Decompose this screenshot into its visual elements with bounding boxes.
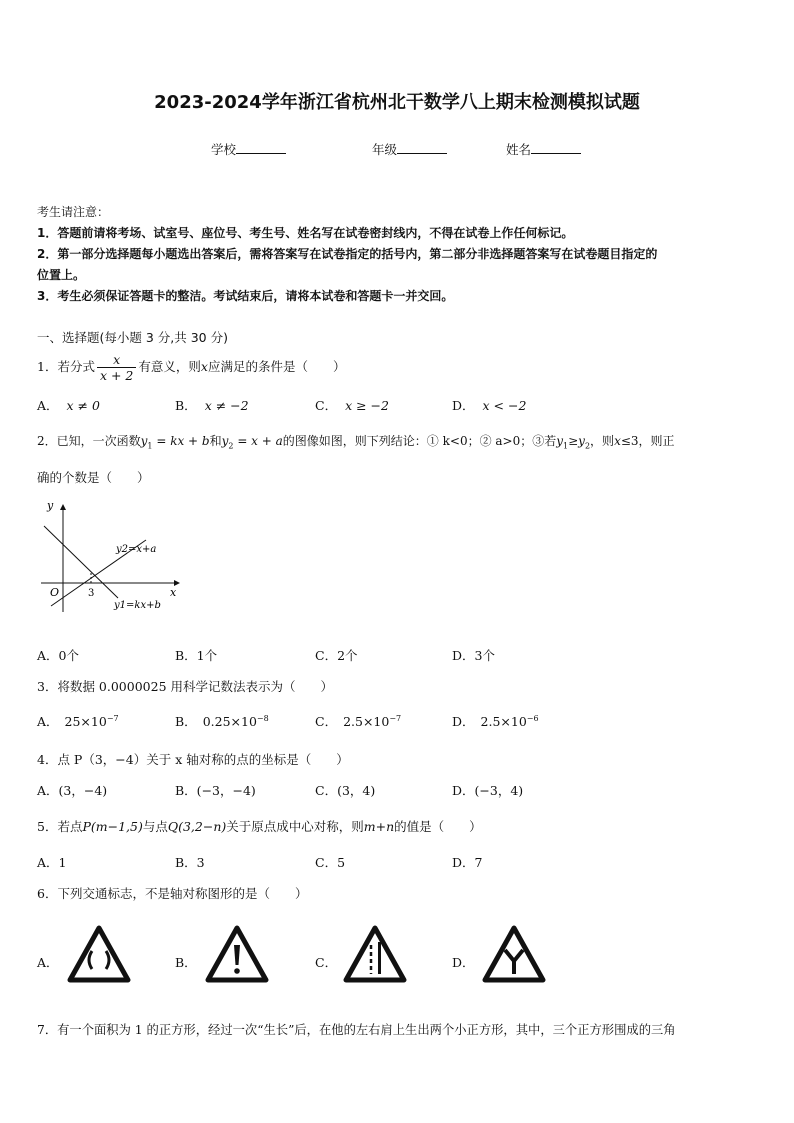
question-6: 6．下列交通标志，不是轴对称图形的是（ ） [37, 886, 308, 901]
question-3-options [37, 712, 737, 732]
function-graph [36, 500, 186, 615]
section-heading: 一、选择题(每小题 3 分,共 30 分) [37, 330, 228, 345]
question-3: 3．将数据 0.0000025 用科学记数法表示为（ ） [37, 679, 333, 694]
tick-label-3: 3 [88, 588, 95, 599]
school-label: 学校 [211, 142, 237, 157]
question-5-options [37, 853, 737, 873]
y-axis-label: y [47, 500, 54, 512]
option-a[interactable]: A．0个 [37, 648, 79, 663]
option-a[interactable]: A． $25\times 10^{-7}$ [37, 713, 119, 729]
option-b[interactable]: B． x ≠ −2 [175, 398, 249, 413]
option-b[interactable]: B．1个 [175, 648, 218, 663]
grade-label: 年级 [372, 142, 398, 157]
option-a[interactable]: A．(3，−4) [37, 783, 108, 798]
option-c[interactable]: C．2个 [315, 648, 358, 663]
note-item: 2．第一部分选择题每小题选出答案后，需将答案写在试卷指定的括号内，第二部分非选择题答案写在试卷题目指定的 [37, 247, 658, 261]
option-a[interactable]: A． x ≠ 0 [37, 398, 100, 413]
option-a[interactable]: A．1 [37, 855, 67, 870]
question-2-line-2: 确的个数是（ ） [37, 470, 150, 485]
note-item: 位置上。 [37, 268, 86, 282]
option-c[interactable]: C．5 [315, 855, 346, 870]
exclamation-sign-icon [205, 925, 269, 983]
origin-label: O [50, 586, 60, 599]
exam-notes [37, 202, 762, 307]
option-d[interactable]: D．7 [452, 855, 483, 870]
side-lane-sign-icon [343, 925, 407, 983]
y-junction-sign-icon [482, 925, 546, 983]
x-axis-label: x [170, 586, 177, 599]
option-b[interactable]: B．3 [175, 855, 205, 870]
option-b[interactable]: B．(−3，−4) [175, 783, 256, 798]
note-item: 1．答题前请将考场、试室号、座位号、考生号、姓名写在试卷密封线内，不得在试卷上作任何标记。 [37, 226, 574, 240]
question-7: 7．有一个面积为 1 的正方形，经过一次“生长”后，在他的左右肩上生出两个小正方形，其中，三个正方形围成的三角 [37, 1023, 676, 1037]
option-d[interactable]: D． x < −2 [452, 398, 527, 413]
question-6-options: A． B． C． D． [37, 925, 757, 995]
question-5: 5．若点P(m−1,5)与点Q(3,2−n)关于原点成中心对称，则m+n的值是（ ） [37, 819, 482, 834]
question-2: 2．已知，一次函数$y_1$ = kx + b和$y_2 = x + a$的图像如图，则下列结论：① k<0；② a>0；③若$y_1\ge y_2$，则x≤3，则正 [37, 434, 675, 451]
note-item: 3．考生必须保证答题卡的整洁。考试结束后，请将本试卷和答题卡一并交回。 [37, 289, 454, 303]
y-axis-arrow [60, 504, 66, 510]
label-y1: y1=kx+b [114, 600, 161, 611]
option-c[interactable]: C． $2.5\times 10^{-7}$ [315, 713, 402, 729]
option-c[interactable]: C． x ≥ −2 [315, 398, 389, 413]
question-2-options [37, 646, 737, 666]
name-label: 姓名 [506, 142, 532, 157]
option-d[interactable]: D． $2.5\times 10^{-6}$ [452, 713, 539, 729]
question-4-options [37, 781, 737, 801]
notes-heading: 考生请注意： [37, 205, 110, 219]
narrow-bridge-sign-icon [67, 925, 131, 983]
option-c[interactable]: C．(3，4) [315, 783, 376, 798]
option-b[interactable]: B． $0.25\times 10^{-8}$ [175, 713, 269, 729]
question-4: 4．点 P（3，−4）关于 x 轴对称的点的坐标是（ ） [37, 752, 349, 767]
page-title: 2023-2024学年浙江省杭州北干数学八上期末检测模拟试题 [154, 92, 640, 113]
option-d[interactable]: D．(−3，4) [452, 783, 524, 798]
fraction: $\frac{x}{x + 2}$ [97, 352, 136, 383]
school-field[interactable] [211, 140, 286, 158]
name-field[interactable] [506, 140, 581, 158]
question-1-options [37, 396, 737, 416]
label-y2: y2=x+a [116, 544, 157, 555]
option-d[interactable]: D．3个 [452, 648, 495, 663]
question-1: 1．若分式 $\frac{x}{x + 2}$ 有意义，则x应满足的条件是（ ） [37, 352, 346, 383]
grade-field[interactable] [372, 140, 447, 158]
